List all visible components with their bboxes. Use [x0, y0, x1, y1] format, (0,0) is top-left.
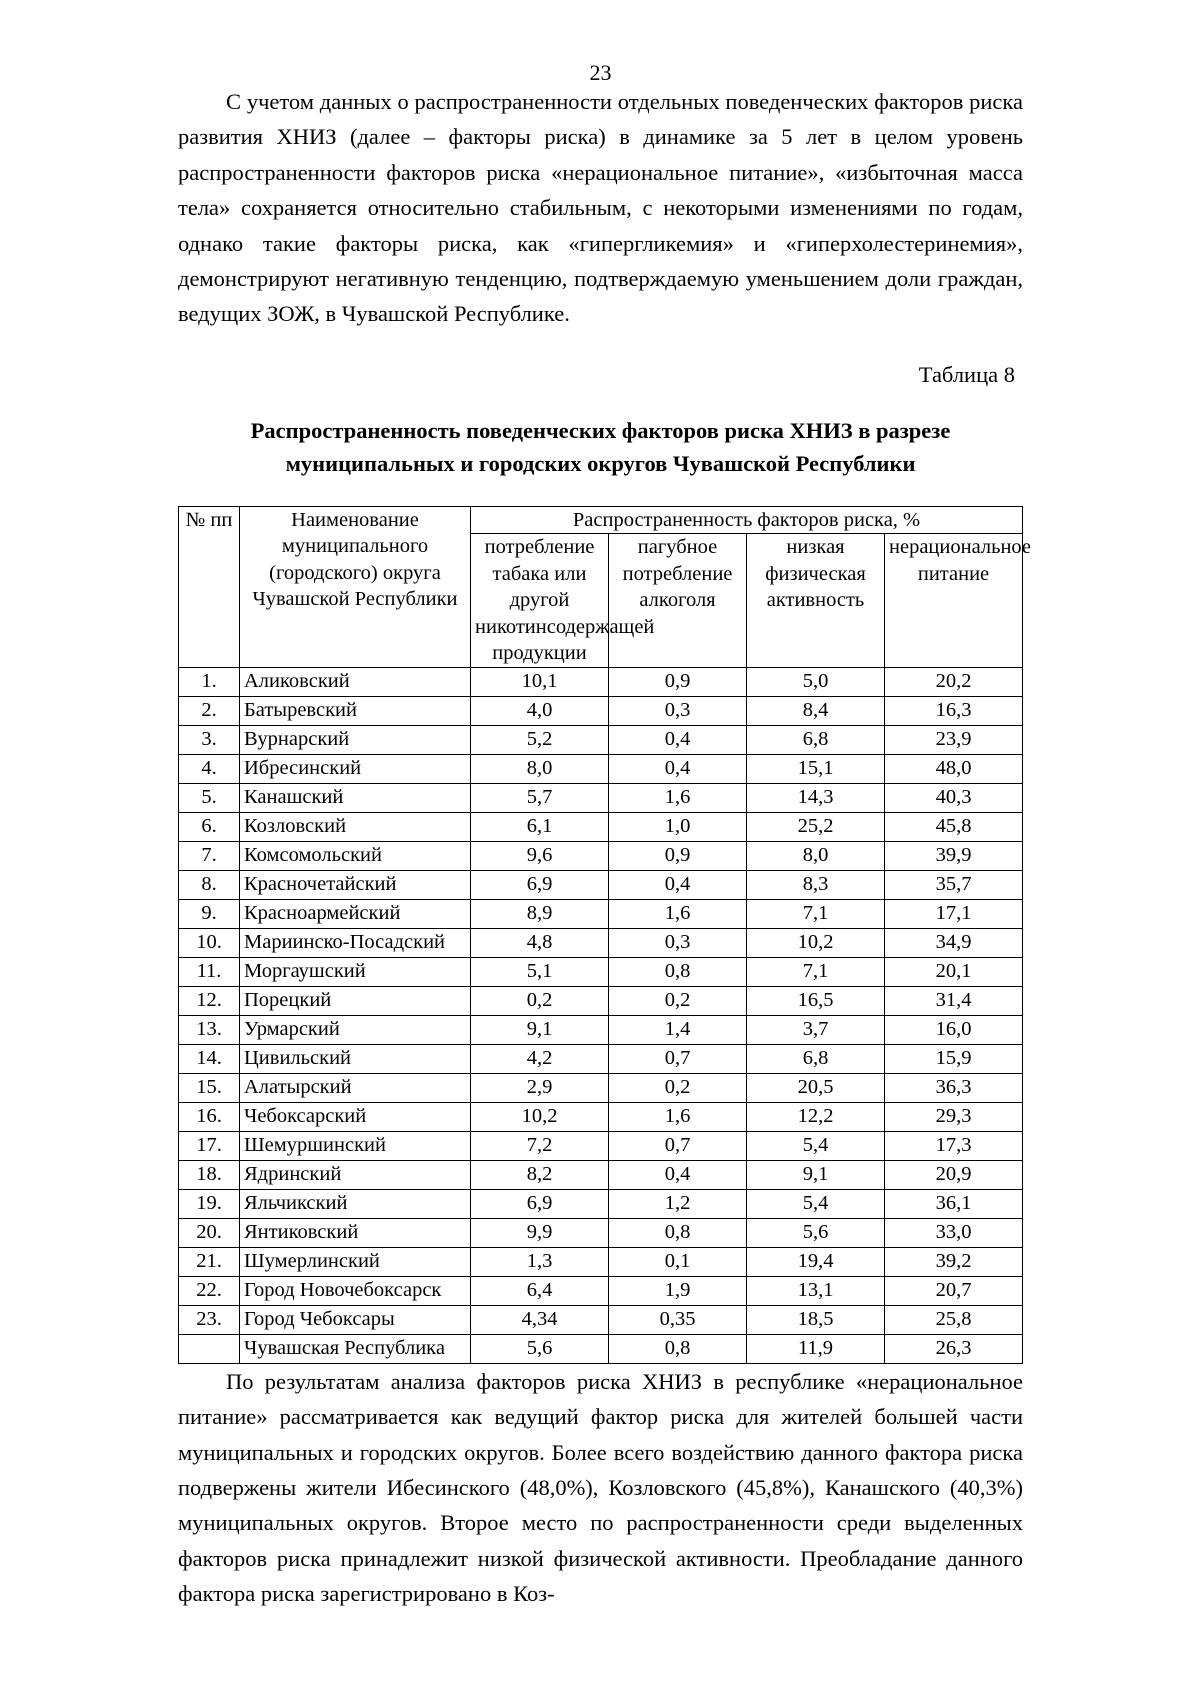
row-poor-nutrition-value: 39,2: [885, 1247, 1023, 1276]
row-tobacco-value: 6,1: [471, 812, 609, 841]
row-tobacco-value: 10,2: [471, 1102, 609, 1131]
row-low-activity-value: 10,2: [747, 928, 885, 957]
table-body: [179, 667, 1023, 1363]
row-low-activity-value: 8,4: [747, 696, 885, 725]
conclusion-paragraph-text: По результатам анализа факторов риска ХНИЗ в республике «нерациональное питание» рассматривается как ведущий фактор риска для жителей большей части муниципальных и городских округов. Более всего воздействию данного фактора риска подвержены жители Ибесинского (48,0%), Козловского (45,8%), Канашского (40,3%) муниципальных округов. Второе место по распространенности среди выделенных факторов риска принадлежит низкой физической активности. Преобладание данного фактора риска зарегистрировано в Коз-: [178, 1368, 1023, 1607]
row-poor-nutrition-value: 20,7: [885, 1276, 1023, 1305]
row-tobacco-value: 4,8: [471, 928, 609, 957]
row-low-activity-value: 25,2: [747, 812, 885, 841]
row-municipality: Аликовский: [240, 667, 471, 696]
row-low-activity-value: 13,1: [747, 1276, 885, 1305]
row-alcohol-value: 1,2: [609, 1189, 747, 1218]
row-alcohol-value: 1,6: [609, 1102, 747, 1131]
table-head: [179, 506, 1032, 667]
row-poor-nutrition-value: 20,9: [885, 1160, 1023, 1189]
table-row: [179, 1218, 1023, 1247]
row-municipality: Красноармейский: [240, 899, 471, 928]
row-number: 21.: [179, 1247, 240, 1276]
table-row: [179, 1160, 1023, 1189]
row-low-activity-value: 18,5: [747, 1305, 885, 1334]
row-municipality: Алатырский: [240, 1073, 471, 1102]
row-number: 17.: [179, 1131, 240, 1160]
header-group-prevalence: Распространенность факторов риска, %: [471, 506, 1023, 534]
row-tobacco-value: 4,34: [471, 1305, 609, 1334]
row-low-activity-value: 5,0: [747, 667, 885, 696]
row-tobacco-value: 9,1: [471, 1015, 609, 1044]
header-name: Наименование муниципального (городского) округа Чувашской Республики: [240, 506, 471, 667]
row-alcohol-value: 0,4: [609, 870, 747, 899]
row-number: 19.: [179, 1189, 240, 1218]
row-number: 3.: [179, 725, 240, 754]
row-municipality: Чувашская Республика: [240, 1334, 471, 1363]
table-row: [179, 1247, 1023, 1276]
row-alcohol-value: 0,8: [609, 1334, 747, 1363]
row-poor-nutrition-value: 20,1: [885, 957, 1023, 986]
row-low-activity-value: 16,5: [747, 986, 885, 1015]
paragraph-indent: [178, 1369, 226, 1394]
header-poor-nutrition: нерациональное питание: [885, 534, 1023, 668]
row-number: 7.: [179, 841, 240, 870]
row-poor-nutrition-value: 15,9: [885, 1044, 1023, 1073]
conclusion-paragraph: [178, 1364, 1023, 1612]
risk-factors-table: [178, 506, 1032, 1364]
row-number: 13.: [179, 1015, 240, 1044]
row-low-activity-value: 20,5: [747, 1073, 885, 1102]
row-poor-nutrition-value: 39,9: [885, 841, 1023, 870]
row-tobacco-value: 7,2: [471, 1131, 609, 1160]
row-poor-nutrition-value: 26,3: [885, 1334, 1023, 1363]
row-low-activity-value: 6,8: [747, 1044, 885, 1073]
row-municipality: Вурнарский: [240, 725, 471, 754]
page-number: 23: [589, 60, 612, 85]
table-row: [179, 1276, 1023, 1305]
row-municipality: Ядринский: [240, 1160, 471, 1189]
row-poor-nutrition-value: 40,3: [885, 783, 1023, 812]
table-row: [179, 841, 1023, 870]
row-number: [179, 1334, 240, 1363]
row-tobacco-value: 6,9: [471, 870, 609, 899]
table-row: [179, 1044, 1023, 1073]
header-num: № пп: [179, 506, 240, 667]
row-number: 14.: [179, 1044, 240, 1073]
row-alcohol-value: 1,0: [609, 812, 747, 841]
row-municipality: Батыревский: [240, 696, 471, 725]
row-tobacco-value: 2,9: [471, 1073, 609, 1102]
table-row: [179, 1131, 1023, 1160]
row-number: 15.: [179, 1073, 240, 1102]
row-municipality: Шумерлинский: [240, 1247, 471, 1276]
row-number: 16.: [179, 1102, 240, 1131]
table-row: [179, 1189, 1023, 1218]
row-municipality: Мариинско-Посадский: [240, 928, 471, 957]
row-low-activity-value: 11,9: [747, 1334, 885, 1363]
row-municipality: Цивильский: [240, 1044, 471, 1073]
row-low-activity-value: 5,6: [747, 1218, 885, 1247]
row-tobacco-value: 5,6: [471, 1334, 609, 1363]
row-municipality: Порецкий: [240, 986, 471, 1015]
row-low-activity-value: 3,7: [747, 1015, 885, 1044]
row-tobacco-value: 8,9: [471, 899, 609, 928]
row-municipality: Козловский: [240, 812, 471, 841]
table-header-row-1: [179, 506, 1023, 534]
table-title: Распространенность поведенческих факторов риска ХНИЗ в разрезе муниципальных и городских округов Чувашской Республики: [250, 417, 951, 476]
row-poor-nutrition-value: 16,3: [885, 696, 1023, 725]
row-municipality: Урмарский: [240, 1015, 471, 1044]
row-low-activity-value: 6,8: [747, 725, 885, 754]
table-row: [179, 1073, 1023, 1102]
row-tobacco-value: 9,9: [471, 1218, 609, 1247]
row-municipality: Город Чебоксары: [240, 1305, 471, 1334]
row-tobacco-value: 5,2: [471, 725, 609, 754]
row-alcohol-value: 0,8: [609, 1218, 747, 1247]
table-row: [179, 696, 1023, 725]
row-tobacco-value: 10,1: [471, 667, 609, 696]
row-poor-nutrition-value: 34,9: [885, 928, 1023, 957]
row-low-activity-value: 12,2: [747, 1102, 885, 1131]
row-low-activity-value: 7,1: [747, 899, 885, 928]
row-alcohol-value: 0,2: [609, 986, 747, 1015]
header-low-activity: низкая физическая активность: [747, 534, 885, 668]
row-number: 2.: [179, 696, 240, 725]
row-municipality: Город Новочебоксарск: [240, 1276, 471, 1305]
row-poor-nutrition-value: 20,2: [885, 667, 1023, 696]
row-alcohol-value: 0,4: [609, 1160, 747, 1189]
row-tobacco-value: 1,3: [471, 1247, 609, 1276]
row-municipality: Яльчикский: [240, 1189, 471, 1218]
row-alcohol-value: 0,9: [609, 667, 747, 696]
row-low-activity-value: 5,4: [747, 1189, 885, 1218]
row-alcohol-value: 1,4: [609, 1015, 747, 1044]
table-row: [179, 667, 1023, 696]
page-content: [178, 0, 1032, 1612]
row-tobacco-value: 5,1: [471, 957, 609, 986]
row-number: 10.: [179, 928, 240, 957]
row-poor-nutrition-value: 35,7: [885, 870, 1023, 899]
row-number: 18.: [179, 1160, 240, 1189]
row-tobacco-value: 6,9: [471, 1189, 609, 1218]
row-number: 12.: [179, 986, 240, 1015]
row-poor-nutrition-value: 36,1: [885, 1189, 1023, 1218]
table-row: [179, 1015, 1023, 1044]
row-poor-nutrition-value: 36,3: [885, 1073, 1023, 1102]
row-low-activity-value: 7,1: [747, 957, 885, 986]
row-tobacco-value: 8,2: [471, 1160, 609, 1189]
row-number: 8.: [179, 870, 240, 899]
row-number: 5.: [179, 783, 240, 812]
header-alcohol: пагубное потребление алкоголя: [609, 534, 747, 668]
row-municipality: Шемуршинский: [240, 1131, 471, 1160]
row-number: 6.: [179, 812, 240, 841]
row-municipality: Комсомольский: [240, 841, 471, 870]
table-row: [179, 725, 1023, 754]
row-number: 9.: [179, 899, 240, 928]
table-label: Таблица 8: [918, 361, 1015, 387]
row-alcohol-value: 0,7: [609, 1131, 747, 1160]
row-municipality: Канашский: [240, 783, 471, 812]
row-low-activity-value: 19,4: [747, 1247, 885, 1276]
row-tobacco-value: 4,0: [471, 696, 609, 725]
row-poor-nutrition-value: 45,8: [885, 812, 1023, 841]
table-row: [179, 986, 1023, 1015]
paragraph-indent: [178, 89, 226, 114]
row-alcohol-value: 0,7: [609, 1044, 747, 1073]
row-number: 20.: [179, 1218, 240, 1247]
row-alcohol-value: 0,4: [609, 725, 747, 754]
table-row: [179, 1305, 1023, 1334]
table-row: [179, 1334, 1023, 1363]
row-low-activity-value: 8,3: [747, 870, 885, 899]
row-low-activity-value: 14,3: [747, 783, 885, 812]
row-low-activity-value: 5,4: [747, 1131, 885, 1160]
row-alcohol-value: 0,3: [609, 696, 747, 725]
row-alcohol-value: 1,9: [609, 1276, 747, 1305]
row-number: 11.: [179, 957, 240, 986]
row-municipality: Красночетайский: [240, 870, 471, 899]
row-poor-nutrition-value: 31,4: [885, 986, 1023, 1015]
row-poor-nutrition-value: 48,0: [885, 754, 1023, 783]
row-number: 23.: [179, 1305, 240, 1334]
row-alcohol-value: 0,4: [609, 754, 747, 783]
row-poor-nutrition-value: 23,9: [885, 725, 1023, 754]
row-tobacco-value: 0,2: [471, 986, 609, 1015]
row-alcohol-value: 0,1: [609, 1247, 747, 1276]
row-poor-nutrition-value: 25,8: [885, 1305, 1023, 1334]
row-tobacco-value: 9,6: [471, 841, 609, 870]
row-poor-nutrition-value: 29,3: [885, 1102, 1023, 1131]
intro-paragraph: [178, 84, 1023, 332]
table-row: [179, 812, 1023, 841]
table-row: [179, 783, 1023, 812]
row-number: 1.: [179, 667, 240, 696]
row-poor-nutrition-value: 17,1: [885, 899, 1023, 928]
row-poor-nutrition-value: 33,0: [885, 1218, 1023, 1247]
row-alcohol-value: 0,9: [609, 841, 747, 870]
row-number: 4.: [179, 754, 240, 783]
table-row: [179, 870, 1023, 899]
header-tobacco: потребление табака или другой никотинсодержащей продукции: [471, 534, 609, 668]
row-alcohol-value: 1,6: [609, 783, 747, 812]
row-alcohol-value: 0,8: [609, 957, 747, 986]
intro-paragraph-text: С учетом данных о распространенности отдельных поведенческих факторов риска развития ХНИЗ (далее – факторы риска) в динамике за 5 лет в целом уровень распространенности факторов риска «нерациональное питание», «избыточная масса тела» сохраняется относительно стабильным, с некоторыми изменениями по годам, однако такие факторы риска, как «гипергликемия» и «гиперхолестеринемия», демонстрируют негативную тенденцию, подтверждаемую уменьшением доли граждан, ведущих ЗОЖ, в Чувашской Республике.: [178, 89, 1023, 327]
row-poor-nutrition-value: 17,3: [885, 1131, 1023, 1160]
row-number: 22.: [179, 1276, 240, 1305]
row-tobacco-value: 4,2: [471, 1044, 609, 1073]
row-municipality: Ибресинский: [240, 754, 471, 783]
table-row: [179, 928, 1023, 957]
row-municipality: Моргаушский: [240, 957, 471, 986]
table-row: [179, 754, 1023, 783]
row-low-activity-value: 15,1: [747, 754, 885, 783]
table-row: [179, 1102, 1023, 1131]
row-municipality: Чебоксарский: [240, 1102, 471, 1131]
row-alcohol-value: 0,2: [609, 1073, 747, 1102]
table-row: [179, 899, 1023, 928]
row-low-activity-value: 8,0: [747, 841, 885, 870]
row-municipality: Янтиковский: [240, 1218, 471, 1247]
row-low-activity-value: 9,1: [747, 1160, 885, 1189]
row-alcohol-value: 1,6: [609, 899, 747, 928]
row-tobacco-value: 8,0: [471, 754, 609, 783]
row-poor-nutrition-value: 16,0: [885, 1015, 1023, 1044]
row-alcohol-value: 0,3: [609, 928, 747, 957]
row-tobacco-value: 6,4: [471, 1276, 609, 1305]
row-tobacco-value: 5,7: [471, 783, 609, 812]
table-row: [179, 957, 1023, 986]
row-alcohol-value: 0,35: [609, 1305, 747, 1334]
